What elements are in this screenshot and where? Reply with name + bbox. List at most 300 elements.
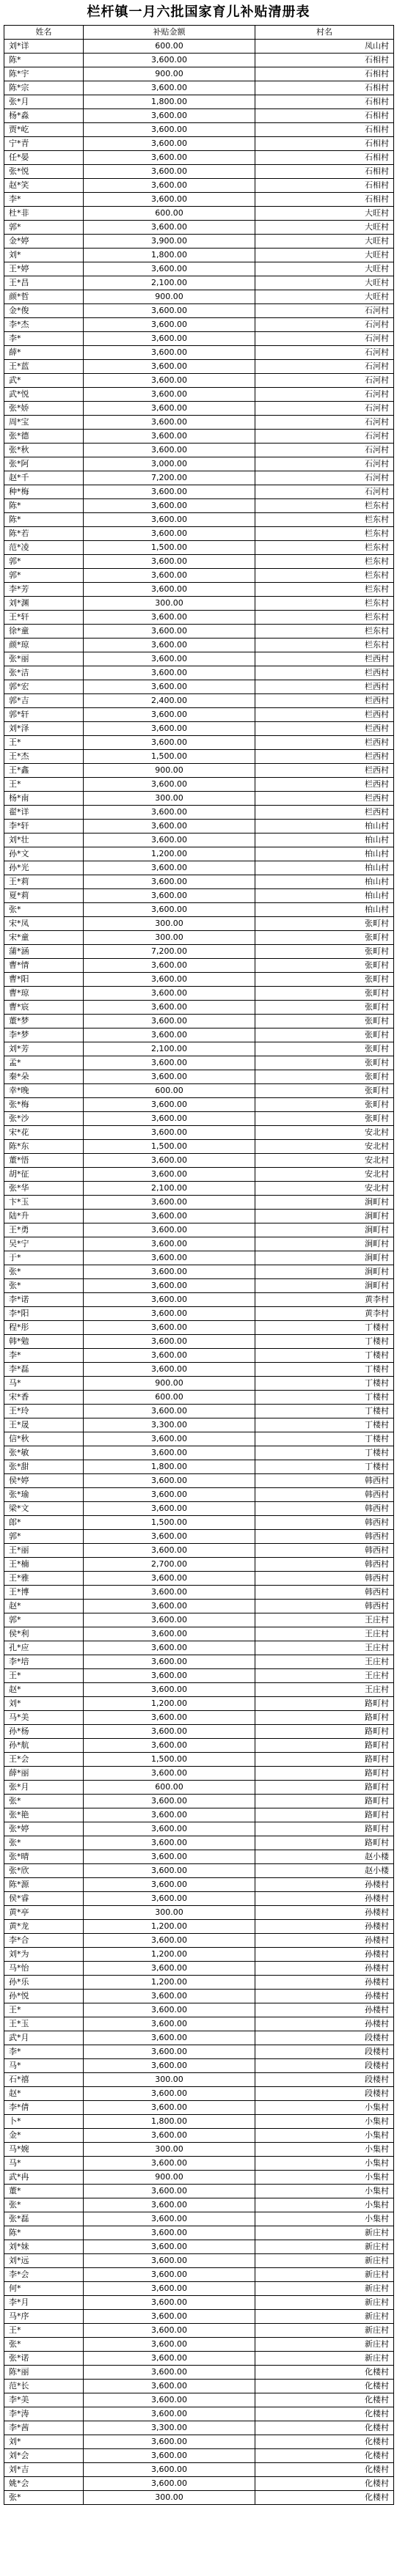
table-row: [4, 847, 394, 861]
cell-amount: 3,600.00: [84, 2268, 255, 2282]
cell-village: 王庄村: [255, 1627, 394, 1641]
table-row: [4, 959, 394, 973]
cell-amount: 3,600.00: [84, 569, 255, 583]
cell-name: 张*瑜: [4, 1488, 84, 1502]
cell-name: 金*婷: [4, 235, 84, 249]
table-body: [4, 40, 394, 2505]
cell-village: 化楼村: [255, 2366, 394, 2380]
cell-name: 李*杰: [4, 318, 84, 332]
cell-village: 丁楼村: [255, 1432, 394, 1446]
cell-name: 黄*龙: [4, 1920, 84, 1934]
table-row: [4, 221, 394, 235]
table-row: [4, 1321, 394, 1335]
cell-name: 金*: [4, 2129, 84, 2143]
cell-name: 李*轩: [4, 820, 84, 833]
cell-name: 陈*若: [4, 527, 84, 541]
cell-amount: 1,800.00: [84, 95, 255, 109]
table-row: [4, 40, 394, 54]
cell-village: 路町村: [255, 1808, 394, 1822]
table-row: [4, 1168, 394, 1182]
cell-amount: 3,600.00: [84, 2031, 255, 2045]
table-row: [4, 1767, 394, 1781]
cell-amount: 3,600.00: [84, 833, 255, 847]
cell-amount: 3,600.00: [84, 2324, 255, 2338]
table-row: [4, 332, 394, 346]
cell-amount: 3,600.00: [84, 221, 255, 235]
table-row: [4, 430, 394, 444]
cell-village: 石河村: [255, 444, 394, 457]
cell-village: 新庄村: [255, 2268, 394, 2282]
table-row: [4, 2268, 394, 2282]
cell-village: 路町村: [255, 1822, 394, 1836]
cell-name: 刘*吉: [4, 2463, 84, 2477]
cell-amount: 3,600.00: [84, 262, 255, 276]
cell-amount: 3,600.00: [84, 2226, 255, 2240]
cell-amount: 3,600.00: [84, 2296, 255, 2310]
cell-village: 新庄村: [255, 2226, 394, 2240]
table-row: [4, 792, 394, 806]
cell-village: 安北村: [255, 1140, 394, 1154]
cell-village: 大旺村: [255, 262, 394, 276]
cell-village: 丁楼村: [255, 1321, 394, 1335]
cell-village: 涧町村: [255, 1223, 394, 1237]
table-row: [4, 471, 394, 485]
cell-amount: 3,600.00: [84, 2059, 255, 2073]
table-row: [4, 1627, 394, 1641]
table-row: [4, 235, 394, 249]
cell-name: 范*长: [4, 2380, 84, 2393]
table-row: [4, 1697, 394, 1711]
table-row: [4, 2143, 394, 2157]
cell-amount: 3,600.00: [84, 680, 255, 694]
cell-amount: 300.00: [84, 2073, 255, 2087]
cell-amount: 2,100.00: [84, 276, 255, 290]
cell-amount: 3,600.00: [84, 1795, 255, 1808]
cell-name: 李*芳: [4, 583, 84, 597]
table-row: [4, 1391, 394, 1405]
table-row: [4, 1474, 394, 1488]
cell-village: 涧町村: [255, 1251, 394, 1265]
cell-village: 栏东村: [255, 597, 394, 611]
cell-name: 张*洁: [4, 666, 84, 680]
table-row: [4, 1001, 394, 1015]
cell-village: 张町村: [255, 1042, 394, 1056]
cell-village: 栏西村: [255, 792, 394, 806]
cell-name: 孙*文: [4, 847, 84, 861]
cell-name: 马*怡: [4, 1962, 84, 1976]
cell-village: 韩西村: [255, 1558, 394, 1572]
cell-name: 杨*南: [4, 792, 84, 806]
cell-name: 张*敏: [4, 1446, 84, 1460]
cell-amount: 1,500.00: [84, 1753, 255, 1767]
cell-name: 张*: [4, 903, 84, 917]
table-row: [4, 708, 394, 722]
table-row: [4, 1237, 394, 1251]
cell-amount: 900.00: [84, 67, 255, 81]
cell-village: 化楼村: [255, 2449, 394, 2463]
cell-village: 石相村: [255, 193, 394, 207]
cell-amount: 3,600.00: [84, 1028, 255, 1042]
cell-village: 丁楼村: [255, 1377, 394, 1391]
cell-name: 王*丽: [4, 1544, 84, 1558]
cell-name: 马*: [4, 1377, 84, 1391]
cell-amount: 900.00: [84, 1377, 255, 1391]
cell-name: 孙*杨: [4, 1725, 84, 1739]
cell-village: 小集村: [255, 2198, 394, 2212]
table-row: [4, 1795, 394, 1808]
cell-village: 孙楼村: [255, 2003, 394, 2017]
cell-amount: 3,600.00: [84, 1098, 255, 1112]
cell-village: 韩西村: [255, 1586, 394, 1600]
table-row: [4, 2254, 394, 2268]
cell-village: 路町村: [255, 1697, 394, 1711]
cell-village: 柏山村: [255, 820, 394, 833]
cell-village: 安北村: [255, 1182, 394, 1196]
cell-name: 张*沙: [4, 1112, 84, 1126]
cell-name: 李*美: [4, 2393, 84, 2407]
cell-village: 涧町村: [255, 1279, 394, 1293]
cell-village: 石相村: [255, 123, 394, 137]
cell-name: 张*甜: [4, 1460, 84, 1474]
table-row: [4, 1878, 394, 1892]
cell-name: 刘*壮: [4, 833, 84, 847]
cell-name: 李*倩: [4, 2101, 84, 2115]
cell-name: 孙*航: [4, 1739, 84, 1753]
cell-village: 王庄村: [255, 1641, 394, 1655]
cell-amount: 3,600.00: [84, 1251, 255, 1265]
cell-village: 段楼村: [255, 2059, 394, 2073]
cell-name: 张*悦: [4, 165, 84, 179]
table-row: [4, 123, 394, 137]
table-row: [4, 179, 394, 193]
cell-village: 段楼村: [255, 2045, 394, 2059]
cell-amount: 3,600.00: [84, 81, 255, 95]
cell-village: 张町村: [255, 973, 394, 987]
cell-name: 李*: [4, 193, 84, 207]
cell-name: 郭*: [4, 1530, 84, 1544]
table-row: [4, 1558, 394, 1572]
table-row: [4, 1042, 394, 1056]
cell-name: 郭*: [4, 221, 84, 235]
cell-name: 陆*升: [4, 1210, 84, 1223]
cell-village: 栏西村: [255, 736, 394, 750]
cell-amount: 3,600.00: [84, 1683, 255, 1697]
cell-amount: 3,600.00: [84, 1056, 255, 1070]
cell-name: 王*勇: [4, 1223, 84, 1237]
table-row: [4, 1335, 394, 1349]
cell-village: 韩西村: [255, 1544, 394, 1558]
table-row: [4, 1223, 394, 1237]
cell-village: 石相村: [255, 165, 394, 179]
cell-amount: 3,600.00: [84, 1808, 255, 1822]
cell-amount: 3,600.00: [84, 1070, 255, 1084]
table-row: [4, 680, 394, 694]
cell-name: 武*月: [4, 2031, 84, 2045]
table-row: [4, 569, 394, 583]
cell-name: 颜*哲: [4, 290, 84, 304]
table-row: [4, 2435, 394, 2449]
cell-village: 石河村: [255, 318, 394, 332]
cell-village: 石相村: [255, 67, 394, 81]
cell-name: 李*阳: [4, 1307, 84, 1321]
table-row: [4, 1669, 394, 1683]
cell-amount: 3,600.00: [84, 806, 255, 820]
cell-village: 柏山村: [255, 833, 394, 847]
table-row: [4, 2115, 394, 2129]
cell-amount: 3,600.00: [84, 137, 255, 151]
cell-village: 栏东村: [255, 625, 394, 639]
cell-village: 韩西村: [255, 1474, 394, 1488]
table-row: [4, 931, 394, 945]
table-row: [4, 1488, 394, 1502]
cell-amount: 3,600.00: [84, 987, 255, 1001]
cell-amount: 3,600.00: [84, 1669, 255, 1683]
cell-name: 刘*: [4, 249, 84, 262]
cell-village: 大旺村: [255, 276, 394, 290]
cell-amount: 3,600.00: [84, 1015, 255, 1028]
cell-name: 王*杰: [4, 750, 84, 764]
table-row: [4, 151, 394, 165]
cell-amount: 3,600.00: [84, 1405, 255, 1418]
cell-village: 黄李村: [255, 1307, 394, 1321]
cell-name: 侯*睿: [4, 1892, 84, 1906]
cell-village: 新庄村: [255, 2296, 394, 2310]
cell-village: 石相村: [255, 81, 394, 95]
table-row: [4, 2240, 394, 2254]
cell-village: 韩西村: [255, 1572, 394, 1586]
cell-village: 涧町村: [255, 1237, 394, 1251]
cell-amount: 3,600.00: [84, 778, 255, 792]
table-row: [4, 736, 394, 750]
cell-name: 周*宝: [4, 416, 84, 430]
cell-name: 李*月: [4, 2296, 84, 2310]
cell-village: 王庄村: [255, 1655, 394, 1669]
table-row: [4, 861, 394, 875]
table-row: [4, 1084, 394, 1098]
table-row: [4, 2185, 394, 2198]
cell-village: 新庄村: [255, 2352, 394, 2366]
cell-village: 栏东村: [255, 527, 394, 541]
cell-name: 张*娇: [4, 402, 84, 416]
table-row: [4, 2310, 394, 2324]
table-row: [4, 694, 394, 708]
cell-name: 郭*: [4, 569, 84, 583]
cell-amount: 3,600.00: [84, 1335, 255, 1349]
cell-name: 陈*: [4, 54, 84, 67]
cell-name: 张*诺: [4, 2352, 84, 2366]
cell-name: 曹*情: [4, 959, 84, 973]
table-row: [4, 2087, 394, 2101]
cell-village: 小集村: [255, 2129, 394, 2143]
cell-village: 石相村: [255, 137, 394, 151]
table-row: [4, 1836, 394, 1850]
table-row: [4, 875, 394, 889]
cell-village: 化楼村: [255, 2463, 394, 2477]
table-row: [4, 1641, 394, 1655]
table-row: [4, 2101, 394, 2115]
cell-village: 新庄村: [255, 2282, 394, 2296]
table-row: [4, 1070, 394, 1084]
cell-name: 陈*: [4, 513, 84, 527]
cell-village: 栏西村: [255, 778, 394, 792]
cell-village: 韩西村: [255, 1516, 394, 1530]
cell-name: 孙*光: [4, 861, 84, 875]
cell-amount: 3,600.00: [84, 499, 255, 513]
cell-name: 陈*东: [4, 1140, 84, 1154]
cell-village: 柏山村: [255, 875, 394, 889]
cell-name: 任*晏: [4, 151, 84, 165]
cell-name: 王*玲: [4, 1405, 84, 1418]
cell-name: 贾*屹: [4, 123, 84, 137]
cell-name: 姚*会: [4, 2477, 84, 2491]
cell-village: 化楼村: [255, 2421, 394, 2435]
cell-village: 涧町村: [255, 1210, 394, 1223]
table-row: [4, 485, 394, 499]
table-row: [4, 1015, 394, 1028]
cell-amount: 3,600.00: [84, 1892, 255, 1906]
cell-village: 段楼村: [255, 2087, 394, 2101]
cell-village: 石相村: [255, 95, 394, 109]
column-header-amount: 补贴金额: [84, 26, 255, 40]
cell-village: 张町村: [255, 1098, 394, 1112]
cell-name: 颜*琼: [4, 639, 84, 652]
table-row: [4, 193, 394, 207]
cell-name: 刘*泽: [4, 722, 84, 736]
cell-name: 夏*莉: [4, 889, 84, 903]
cell-name: 李*: [4, 1349, 84, 1363]
cell-name: 郭*宏: [4, 680, 84, 694]
cell-name: 陈*丽: [4, 2366, 84, 2380]
cell-village: 路町村: [255, 1711, 394, 1725]
column-header-village: 村名: [255, 26, 394, 40]
cell-village: 柏山村: [255, 847, 394, 861]
cell-name: 刘*远: [4, 2254, 84, 2268]
table-row: [4, 1460, 394, 1474]
table-row: [4, 2338, 394, 2352]
cell-village: 韩西村: [255, 1488, 394, 1502]
table-row: [4, 67, 394, 81]
cell-name: 刘*妹: [4, 2240, 84, 2254]
table-row: [4, 1544, 394, 1558]
cell-village: 小集村: [255, 2101, 394, 2115]
table-row: [4, 1098, 394, 1112]
cell-name: 石*禧: [4, 2073, 84, 2087]
cell-village: 张町村: [255, 931, 394, 945]
table-row: [4, 1405, 394, 1418]
cell-amount: 3,600.00: [84, 430, 255, 444]
table-row: [4, 1725, 394, 1739]
cell-village: 栏东村: [255, 583, 394, 597]
table-row: [4, 2449, 394, 2463]
cell-amount: 3,600.00: [84, 1655, 255, 1669]
cell-amount: 3,600.00: [84, 1474, 255, 1488]
cell-village: 张町村: [255, 917, 394, 931]
cell-village: 路町村: [255, 1725, 394, 1739]
cell-name: 王*晟: [4, 1418, 84, 1432]
table-row: [4, 2380, 394, 2393]
table-row: [4, 1600, 394, 1613]
cell-amount: 3,600.00: [84, 54, 255, 67]
cell-village: 张町村: [255, 1084, 394, 1098]
table-row: [4, 820, 394, 833]
cell-amount: 3,600.00: [84, 639, 255, 652]
cell-name: 赵*千: [4, 471, 84, 485]
table-row: [4, 1418, 394, 1432]
cell-amount: 7,200.00: [84, 945, 255, 959]
cell-amount: 3,600.00: [84, 2380, 255, 2393]
table-row: [4, 555, 394, 569]
cell-name: 郎*: [4, 1516, 84, 1530]
table-row: [4, 416, 394, 430]
cell-name: 种*梅: [4, 485, 84, 499]
cell-name: 刘*详: [4, 40, 84, 54]
cell-name: 张*磊: [4, 2212, 84, 2226]
cell-name: 王*楠: [4, 1558, 84, 1572]
cell-amount: 3,600.00: [84, 2157, 255, 2171]
cell-name: 李*茜: [4, 2421, 84, 2435]
cell-amount: 3,600.00: [84, 1627, 255, 1641]
table-row: [4, 1948, 394, 1962]
cell-amount: 3,600.00: [84, 1850, 255, 1864]
cell-amount: 3,600.00: [84, 346, 255, 360]
table-row: [4, 2491, 394, 2505]
cell-name: 武*悦: [4, 388, 84, 402]
table-row: [4, 2157, 394, 2171]
cell-village: 韩西村: [255, 1600, 394, 1613]
table-row: [4, 1265, 394, 1279]
cell-amount: 3,600.00: [84, 2101, 255, 2115]
cell-amount: 3,600.00: [84, 861, 255, 875]
table-row: [4, 1711, 394, 1725]
cell-amount: 3,600.00: [84, 444, 255, 457]
cell-village: 化楼村: [255, 2380, 394, 2393]
cell-amount: 3,000.00: [84, 457, 255, 471]
cell-name: 王*: [4, 2324, 84, 2338]
cell-amount: 1,200.00: [84, 1920, 255, 1934]
cell-amount: 3,600.00: [84, 1739, 255, 1753]
cell-name: 张*: [4, 2338, 84, 2352]
cell-name: 王*玉: [4, 2017, 84, 2031]
cell-village: 丁楼村: [255, 1405, 394, 1418]
cell-amount: 3,600.00: [84, 2240, 255, 2254]
cell-village: 路町村: [255, 1767, 394, 1781]
cell-name: 李*会: [4, 2268, 84, 2282]
cell-name: 李*培: [4, 1655, 84, 1669]
table-row: [4, 1613, 394, 1627]
cell-name: 马*序: [4, 2310, 84, 2324]
cell-village: 张町村: [255, 959, 394, 973]
cell-amount: 3,600.00: [84, 1237, 255, 1251]
cell-amount: 2,100.00: [84, 1182, 255, 1196]
cell-amount: 1,200.00: [84, 1948, 255, 1962]
cell-amount: 1,800.00: [84, 1460, 255, 1474]
table-row: [4, 2059, 394, 2073]
table-row: [4, 1892, 394, 1906]
table-row: [4, 81, 394, 95]
table-row: [4, 2226, 394, 2240]
cell-amount: 3,600.00: [84, 2198, 255, 2212]
cell-name: 秦*朵: [4, 1070, 84, 1084]
cell-name: 幸*晚: [4, 1084, 84, 1098]
cell-amount: 3,600.00: [84, 1502, 255, 1516]
cell-amount: 3,600.00: [84, 1725, 255, 1739]
cell-village: 张町村: [255, 1015, 394, 1028]
cell-name: 张*秋: [4, 444, 84, 457]
cell-name: 杨*淼: [4, 109, 84, 123]
cell-village: 柏山村: [255, 889, 394, 903]
cell-name: 陈*宇: [4, 67, 84, 81]
table-row: [4, 165, 394, 179]
